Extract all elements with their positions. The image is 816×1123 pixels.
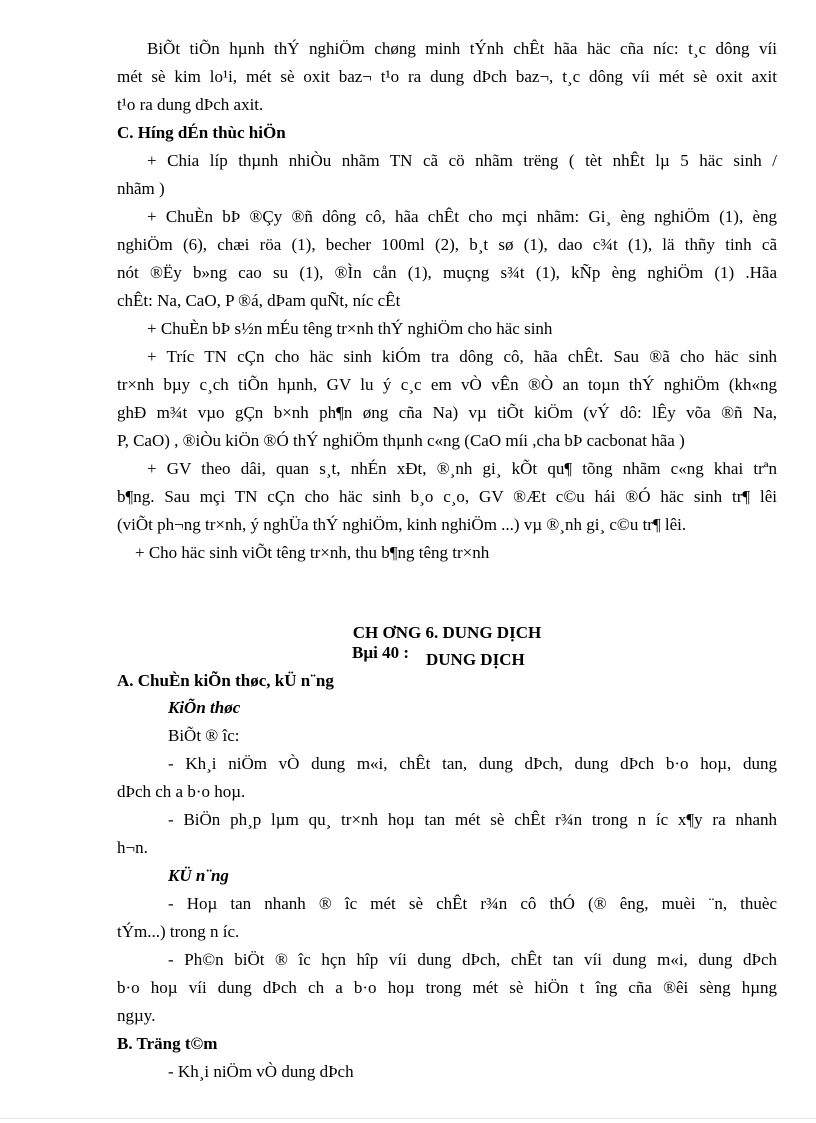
- bullet-6-line-1: + Cho häc sinh viÕt têng tr×nh, thu b¶ng têng tr×nh: [135, 543, 490, 562]
- bullet-3-line-1: + ChuÈn bÞ s½n mÉu têng tr×nh thÝ nghiÖm cho häc sinh: [147, 319, 553, 338]
- kn-item-1-line-1: - Hoµ tan nhanh ® îc mét sè chÊt r¾n cô thÓ (® êng, muèi ¨n, thuèc: [168, 894, 777, 913]
- intro-line-1: BiÕt tiÕn hµnh thÝ nghiÖm chøng minh tÝnh chÊt hãa häc cña níc: t¸c dông víi: [147, 39, 777, 58]
- bullet-4-line-3: ghÐ m¾t vµo gÇn b×nh ph¶n øng cña Na) vµ tiÕt kiÖm (vÝ dô: lÊy võa ®ñ Na,: [117, 403, 777, 422]
- kt-item-2-line-1: - BiÖn ph¸p lµm qu¸ tr×nh hoµ tan mét sè chÊt r¾n trong n íc x¶y ra nhanh: [168, 810, 777, 829]
- bullet-4-line-4: P, CaO) , ®iÒu kiÖn ®Ó thÝ nghiÖm thµnh c«ng (CaO míi ,cha bÞ cacbonat hãa ): [117, 431, 685, 450]
- kt-item-1-line-1: - Kh¸i niÖm vÒ dung m«i, chÊt tan, dung dÞch, dung dÞch b·o hoµ, dung: [168, 754, 777, 773]
- bullet-2-line-1: + ChuÈn bÞ ®Çy ®ñ dông cô, hãa chÊt cho mçi nhãm: Gi¸ èng nghiÖm (1), èng: [147, 207, 777, 226]
- bullet-5-line-1: + GV theo dâi, quan s¸t, nhÉn xÐt, ®¸nh gi¸ kÕt qu¶ tõng nhãm c«ng khai trªn: [147, 459, 777, 478]
- bullet-4-line-1: + Tríc TN cÇn cho häc sinh kiÓm tra dông cô, hãa chÊt. Sau ®ã cho häc sinh: [147, 347, 777, 366]
- kt-item-1-line-2: dÞch ch a b·o hoµ.: [117, 782, 246, 801]
- section-b-heading: B. Träng t©m: [117, 1034, 218, 1053]
- kt-item-2-line-2: h¬n.: [117, 838, 148, 857]
- biet-duoc-label: BiÕt ® îc:: [168, 726, 240, 745]
- kn-item-2-line-2: b·o hoµ víi dung dÞch ch a b·o hoµ trong mét sè hiÖn t îng cña ®êi sèng hµng: [117, 978, 777, 997]
- intro-line-3: t¹o ra dung dÞch axit.: [117, 95, 264, 114]
- bullet-4-line-2: tr×nh bµy c¸ch tiÕn hµnh, GV lu ý c¸c em vÒ vÊn ®Ò an toµn thÝ nghiÖm (kh«ng: [117, 375, 777, 394]
- bullet-5-line-3: (viÕt ph¬ng tr×nh, ý nghÜa thÝ nghiÖm, kinh nghiÖm ...) vµ ®¸nh gi¸ c©u tr¶ lêi.: [117, 515, 687, 534]
- kn-item-2-line-3: ngµy.: [117, 1006, 156, 1025]
- ki-nang-heading: KÜ n¨ng: [168, 866, 229, 885]
- bullet-5-line-2: b¶ng. Sau mçi TN cÇn cho häc sinh b¸o c¸o, GV ®Æt c©u hái ®Ó häc sinh tr¶ lêi: [117, 487, 777, 506]
- bullet-2-line-2: nghiÖm (6), chæi röa (1), becher 100ml (2), b¸t sø (1), dao c¾t (1), lä thñy tinh cã: [117, 235, 777, 254]
- trong-tam-item-1: - Kh¸i niÖm vÒ dung dÞch: [168, 1062, 354, 1081]
- kn-item-2-line-1: - Ph©n biÖt ® îc hçn hîp víi dung dÞch, chÊt tan víi dung m«i, dung dÞch: [168, 950, 777, 969]
- bullet-1-line-2: nhãm ): [117, 179, 165, 198]
- lesson-title: DUNG DỊCH: [426, 650, 525, 669]
- lesson-label: Bµi 40 :: [352, 643, 410, 662]
- section-a-heading: A. ChuÈn kiÕn thøc, kÜ n¨ng: [117, 671, 334, 690]
- page-bottom-rule: [0, 1118, 816, 1119]
- intro-line-2: mét sè kim lo¹i, mét sè oxit baz¬ t¹o ra dung dÞch baz¬, t¸c dông víi mét sè oxit axit: [117, 67, 777, 86]
- bullet-2-line-4: chÊt: Na, CaO, P ®á, dÞam quÑt, níc cÊt: [117, 291, 401, 310]
- bullet-1-line-1: + Chia líp thµnh nhiÒu nhãm TN cã cö nhãm trëng ( tèt nhÊt lµ 5 häc sinh /: [147, 151, 777, 170]
- section-c-heading: C. Híng dÉn thùc hiÖn: [117, 123, 286, 142]
- chapter-title: CH ƠNG 6. DUNG DỊCH: [352, 623, 542, 642]
- bullet-2-line-3: nót ®Ëy b»ng cao su (1), ®Ìn cån (1), muçng s¾t (1), kÑp èng nghiÖm (1) .Hãa: [117, 263, 777, 282]
- kn-item-1-line-2: tÝm...) trong n íc.: [117, 922, 240, 941]
- kien-thuc-heading: KiÕn thøc: [168, 698, 241, 717]
